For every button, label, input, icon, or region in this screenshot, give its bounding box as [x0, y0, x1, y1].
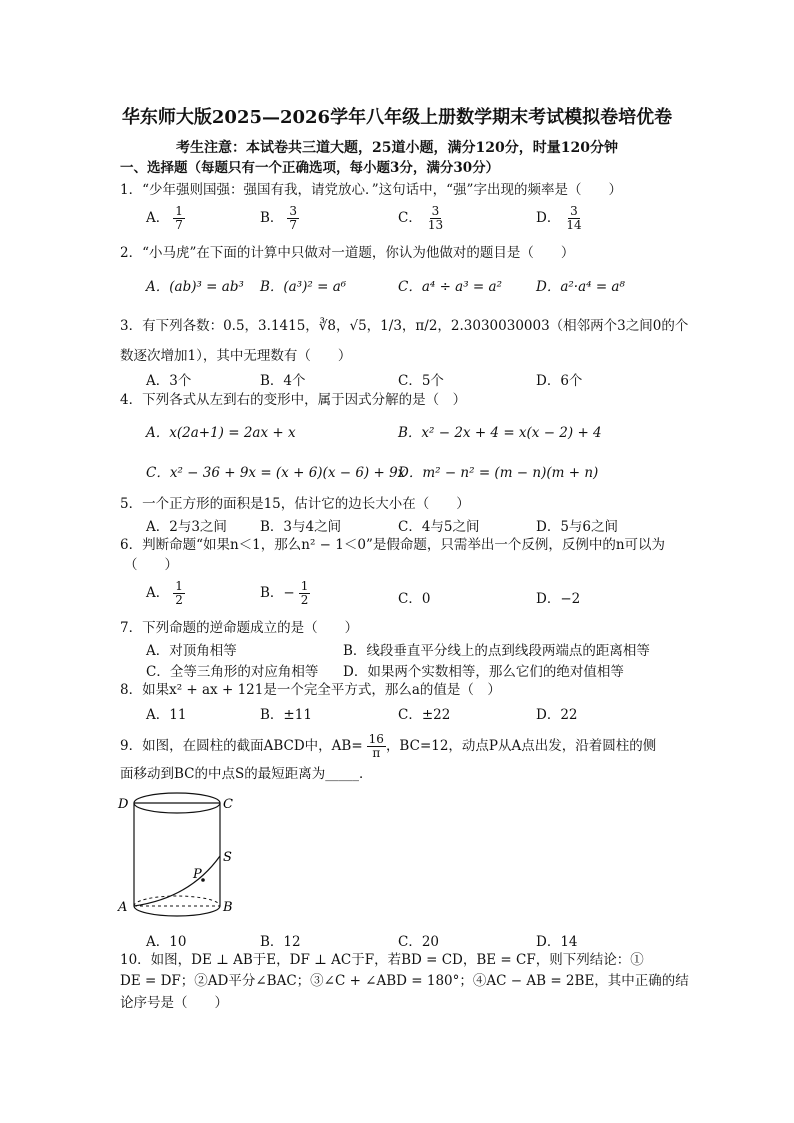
- label-a: A: [118, 900, 128, 915]
- label-s: S: [223, 850, 232, 865]
- q3-line1: 3．有下列各数：0.5，3.1415，∛8，√5，1/3，π/2，2.3030030003（相邻两个3之间0的个: [120, 318, 689, 334]
- q1-stem: 1．“少年强则国强：强国有我，请党放心．”这句话中，“强”字出现的频率是（ ）: [120, 182, 622, 198]
- q4-option-b: B．x² − 2x + 4 = x(x − 2) + 4: [398, 425, 602, 441]
- q1-option-c: C． $\frac{3}{13}$: [398, 204, 444, 232]
- q7-option-d: D．如果两个实数相等，那么它们的绝对值相等: [343, 664, 624, 680]
- exam-notice: 考生注意：本试卷共三道大题，25道小题，满分120分，时量120分钟: [176, 140, 618, 156]
- q8-option-d: D．22: [536, 707, 578, 723]
- q5-option-d: D．5与6之间: [536, 519, 619, 535]
- section-heading: 一、选择题（每题只有一个正确选项，每小题3分，满分30分）: [120, 160, 500, 176]
- q1-option-b: B． $\frac{3}{7}$: [260, 204, 298, 232]
- q2-option-a: A．(ab)³ = ab³: [146, 279, 244, 295]
- q2-option-d: D．a²·a⁴ = a⁸: [536, 279, 625, 295]
- cylinder-figure: [110, 790, 250, 925]
- exam-title: 华东师大版2025—2026学年八年级上册数学期末考试模拟卷培优卷: [121, 107, 673, 128]
- q8-stem: 8．如果x² + ax + 121是一个完全平方式，那么a的值是（ ）: [120, 682, 501, 698]
- label-b: B: [223, 900, 233, 915]
- q6-option-d: D．−2: [536, 591, 581, 607]
- q5-option-c: C．4与5之间: [398, 519, 480, 535]
- q4-option-d: D．m² − n² = (m − n)(m + n): [398, 465, 599, 481]
- q2-option-b: B．(a³)² = a⁶: [260, 279, 347, 295]
- q8-option-b: B．±11: [260, 707, 312, 723]
- q3-option-c: C．5个: [398, 373, 444, 389]
- q10-line1: 10．如图，DE ⊥ AB于E，DF ⊥ AC于F，若BD = CD，BE = CF，则下列结论：①: [120, 952, 644, 968]
- q7-option-a: A．对顶角相等: [146, 643, 237, 659]
- q1-option-a: A． $\frac{1}{7}$: [146, 204, 183, 232]
- q7-stem: 7．下列命题的逆命题成立的是（ ）: [120, 620, 359, 636]
- q9-option-d: D．14: [536, 934, 578, 950]
- q5-option-b: B．3与4之间: [260, 519, 342, 535]
- label-c: C: [223, 797, 233, 812]
- q5-option-a: A．2与3之间: [146, 519, 227, 535]
- q8-option-c: C．±22: [398, 707, 451, 723]
- q9-option-c: C．20: [398, 934, 440, 950]
- q5-stem: 5．一个正方形的面积是15，估计它的边长大小在（ ）: [120, 496, 470, 512]
- q2-stem: 2．“小马虎”在下面的计算中只做对一道题，你认为他做对的题目是（ ）: [120, 245, 575, 261]
- q9-option-b: B．12: [260, 934, 301, 950]
- q4-stem: 4．下列各式从左到右的变形中，属于因式分解的是（ ）: [120, 392, 467, 408]
- q4-option-c: C．x² − 36 + 9x = (x + 6)(x − 6) + 9x: [146, 465, 406, 481]
- label-p: P: [193, 867, 202, 882]
- q10-line2: DE = DF；②AD平分∠BAC；③∠C + ∠ABD = 180°；④AC − AB = 2BE，其中正确的结: [120, 973, 689, 989]
- q6-option-b: B．− $\frac{1}{2}$: [260, 579, 309, 607]
- q3-option-a: A．3个: [146, 373, 192, 389]
- q7-option-b: B．线段垂直平分线上的点到线段两端点的距离相等: [343, 643, 650, 659]
- q9-line1: 9．如图，在圆柱的截面ABCD中，AB= $\frac{16}{\pi}$ ，BC=12，动点P从A点出发，沿着圆柱的侧: [120, 732, 657, 760]
- q3-option-d: D．6个: [536, 373, 583, 389]
- q6-option-a: A． $\frac{1}{2}$: [146, 579, 183, 607]
- q7-option-c: C．全等三角形的对应角相等: [146, 664, 319, 680]
- q8-option-a: A．11: [146, 707, 187, 723]
- q3-option-b: B．4个: [260, 373, 306, 389]
- q6-line2: （ ）: [124, 557, 178, 573]
- q3-line2: 数逐次增加1），其中无理数有（ ）: [120, 348, 352, 364]
- q9-option-a: A．10: [146, 934, 187, 950]
- q6-line1: 6．判断命题“如果n＜1，那么n² − 1＜0”是假命题，只需举出一个反例，反例中的n可以为: [120, 537, 666, 553]
- q4-option-a: A．x(2a+1) = 2ax + x: [146, 425, 296, 441]
- q6-option-c: C．0: [398, 591, 431, 607]
- label-d: D: [118, 797, 129, 812]
- q2-option-c: C．a⁴ ÷ a³ = a²: [398, 279, 502, 295]
- q10-line3: 论序号是（ ）: [120, 995, 228, 1011]
- q1-option-d: D． $\frac{3}{14}$: [536, 204, 582, 232]
- q9-line2: 面移动到BC的中点S的最短距离为_____．: [120, 766, 373, 782]
